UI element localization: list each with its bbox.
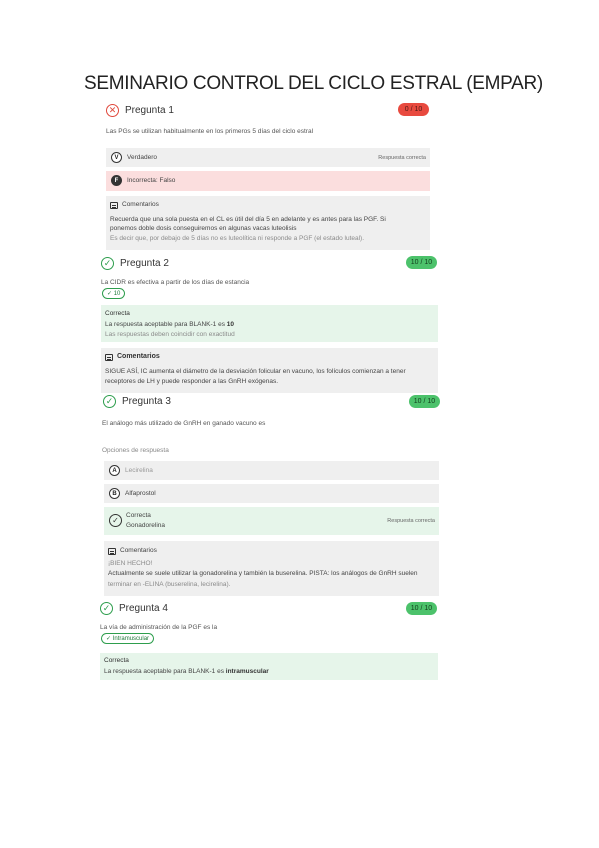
option-v-note: Respuesta correcta bbox=[378, 155, 426, 161]
option-c-note: Respuesta correcta bbox=[387, 518, 435, 524]
question-1-score: 0 / 10 bbox=[398, 103, 429, 116]
question-3-header bbox=[103, 392, 171, 410]
option-c-text: Gonadorelina bbox=[126, 522, 166, 529]
comment-line: Es decir que, por debajo de 5 días no es luteolítica ni responde a PGF (el estado luteal). bbox=[110, 235, 365, 242]
option-a[interactable] bbox=[104, 461, 439, 480]
option-false[interactable] bbox=[106, 171, 430, 191]
option-a-letter: A bbox=[109, 465, 120, 476]
comment-icon bbox=[108, 548, 116, 555]
comments-title: Comentarios bbox=[122, 201, 159, 208]
check-circle-icon: ✓ bbox=[103, 395, 116, 408]
question-2-text: La CIDR es efectiva a partir de los días de estancia bbox=[101, 279, 250, 286]
question-2-answer: ✓ 10 bbox=[102, 288, 125, 299]
option-b-text: Alfaprostol bbox=[125, 490, 156, 497]
option-c-correct[interactable] bbox=[104, 507, 439, 535]
question-1-label: Pregunta 1 bbox=[125, 104, 174, 116]
comment-line: Actualmente se suele utilizar la gonadorelina y también la buserelina. PISTA: los análogos de GnRH suelen bbox=[108, 570, 418, 577]
correct-title: Correcta bbox=[104, 657, 129, 664]
question-2-label: Pregunta 2 bbox=[120, 257, 169, 269]
comment-line: SIGUE ASÍ, IC aumenta el diámetro de la desviación folicular en vacuno, los folículos comienzan a tener bbox=[105, 368, 406, 375]
question-4-score: 10 / 10 bbox=[406, 602, 437, 615]
question-1-header bbox=[106, 101, 174, 119]
comment-icon bbox=[105, 354, 113, 361]
option-f-text: Incorrecta: Falso bbox=[127, 177, 176, 184]
comment-icon bbox=[110, 202, 118, 209]
comment-line: receptores de LH y puede responder a las GnRH exógenas. bbox=[105, 378, 279, 385]
check-circle-icon: ✓ bbox=[109, 514, 122, 527]
comment-line: ponemos doble dosis conseguiremos en algunas vacas luteolisis bbox=[110, 225, 297, 232]
question-3-label: Pregunta 3 bbox=[122, 395, 171, 407]
question-3-text: El análogo más utilizado de GnRH en ganado vacuno es bbox=[102, 420, 266, 427]
option-b-letter: B bbox=[109, 488, 120, 499]
question-4-answer: ✓ Intramuscular bbox=[101, 633, 154, 644]
incorrect-icon: ✕ bbox=[106, 104, 119, 117]
correct-line: La respuesta aceptable para BLANK-1 es intramuscular bbox=[104, 668, 269, 675]
correct-title: Correcta bbox=[105, 310, 130, 317]
question-4-header bbox=[100, 599, 168, 617]
question-1-text: Las PGs se utilizan habitualmente en los primeros 5 días del ciclo estral bbox=[106, 128, 314, 135]
comment-line: ¡BIEN HECHO! bbox=[108, 560, 153, 567]
question-4-text: La vía de administración de la PGF es la bbox=[100, 624, 218, 631]
question-1-comments bbox=[106, 196, 430, 250]
answer-choices-title: Opciones de respuesta bbox=[102, 447, 169, 454]
option-c-title: Correcta bbox=[126, 512, 151, 519]
comments-title: Comentarios bbox=[117, 353, 160, 360]
question-2-correct-box bbox=[101, 305, 438, 342]
check-circle-icon: ✓ bbox=[101, 257, 114, 270]
option-v-text: Verdadero bbox=[127, 154, 157, 161]
comment-line: terminar en -ELINA (buserelina, lecirelina). bbox=[108, 581, 231, 588]
option-v-letter: V bbox=[111, 152, 122, 163]
question-2-comments bbox=[101, 348, 438, 393]
question-3-score: 10 / 10 bbox=[409, 395, 440, 408]
option-b[interactable] bbox=[104, 484, 439, 503]
question-2-header bbox=[101, 254, 169, 272]
page-title: SEMINARIO CONTROL DEL CICLO ESTRAL (EMPAR) bbox=[84, 73, 543, 94]
option-f-letter: F bbox=[111, 175, 122, 186]
comments-title: Comentarios bbox=[120, 547, 157, 554]
question-3-comments bbox=[104, 541, 439, 596]
correct-sub: Las respuestas deben coincidir con exactitud bbox=[105, 331, 235, 338]
question-4-correct-box bbox=[100, 653, 438, 680]
question-2-score: 10 / 10 bbox=[406, 256, 437, 269]
check-circle-icon: ✓ bbox=[100, 602, 113, 615]
question-4-label: Pregunta 4 bbox=[119, 602, 168, 614]
option-a-text: Lecirelina bbox=[125, 467, 153, 474]
correct-line: La respuesta aceptable para BLANK-1 es 10 bbox=[105, 321, 235, 328]
comment-line: Recuerda que una sola puesta en el CL es útil del día 5 en adelante y es antes para las PGF. Si bbox=[110, 216, 386, 223]
option-true[interactable] bbox=[106, 148, 430, 167]
